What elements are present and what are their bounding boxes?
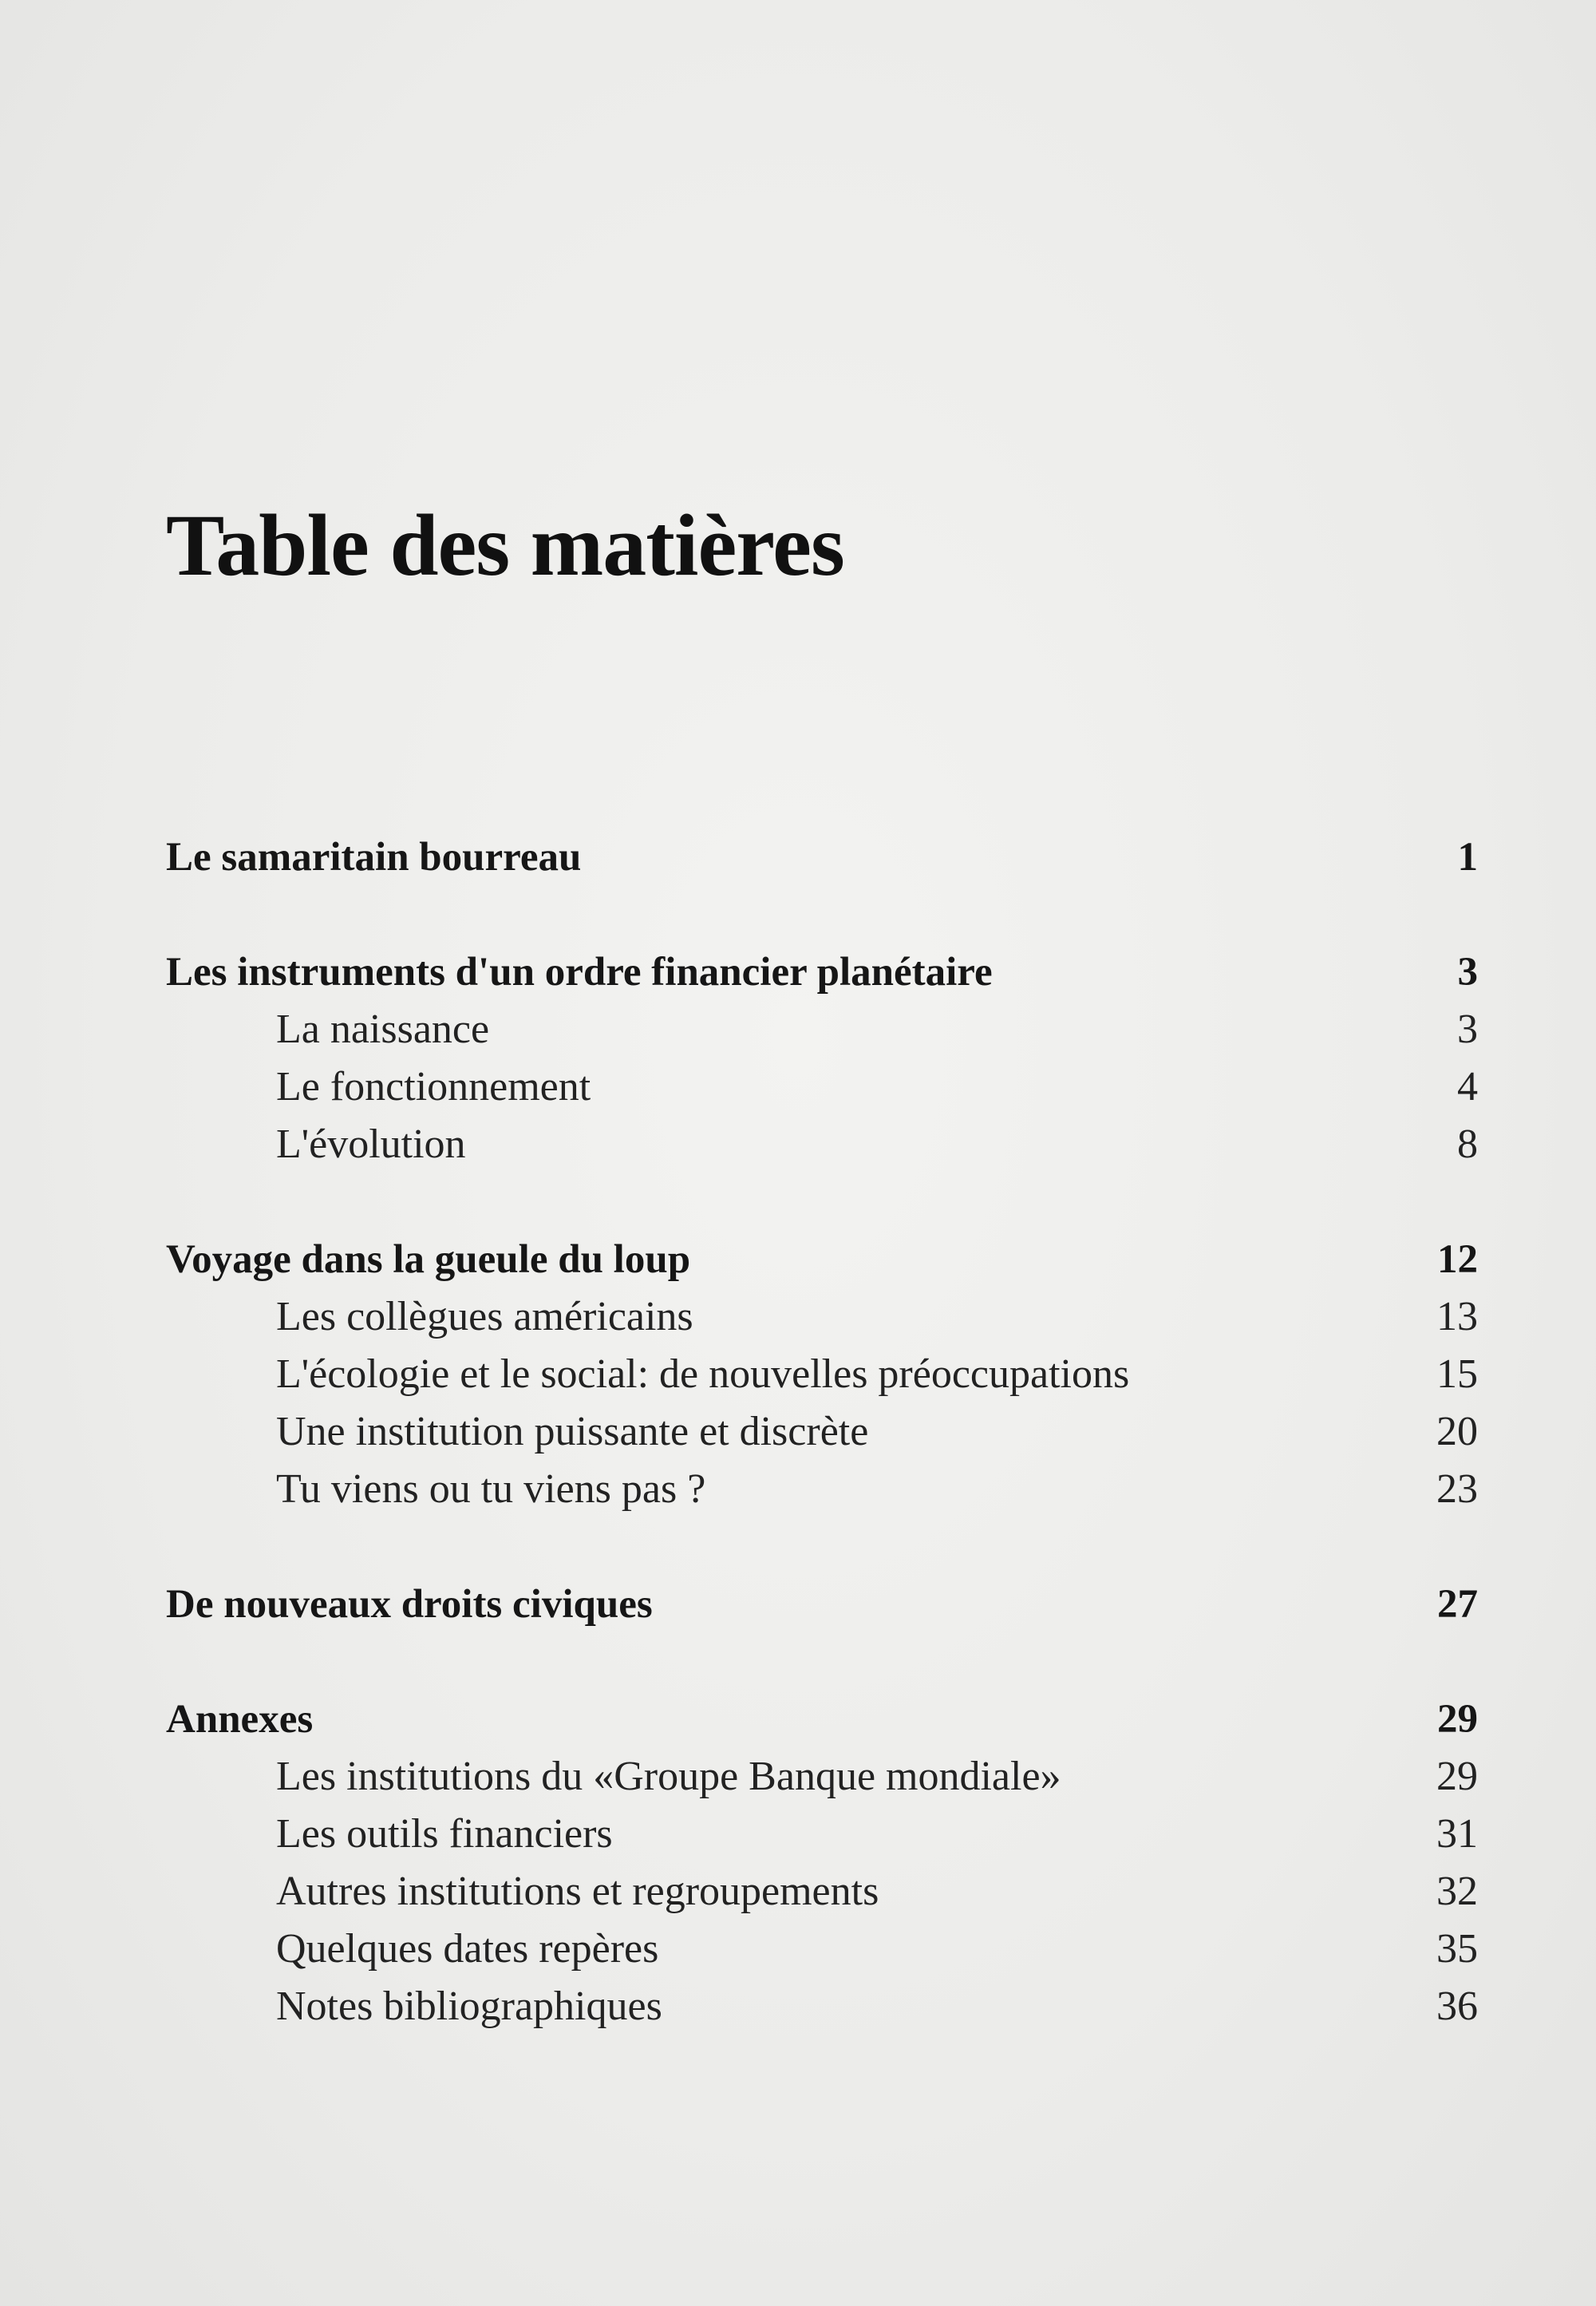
toc-entry bbox=[166, 1806, 1478, 1863]
toc-chapter bbox=[166, 1691, 1478, 1748]
toc-entry bbox=[166, 1116, 1478, 1173]
toc-entry-title: Notes bibliographiques bbox=[276, 1984, 662, 2029]
toc-entry-page: 4 bbox=[1457, 1064, 1478, 1109]
toc-chapter bbox=[166, 829, 1478, 886]
toc-section bbox=[166, 1231, 1478, 1518]
toc-entry-page: 32 bbox=[1436, 1869, 1478, 1914]
toc-entry bbox=[166, 1288, 1478, 1346]
toc-entry bbox=[166, 1058, 1478, 1116]
toc-chapter-page: 27 bbox=[1437, 1582, 1478, 1627]
toc-entry bbox=[166, 1461, 1478, 1518]
toc-entry-title: La naissance bbox=[276, 1007, 490, 1052]
toc-chapter bbox=[166, 943, 1478, 1001]
toc-chapter-title: Voyage dans la gueule du loup bbox=[166, 1237, 691, 1282]
toc-entry-page: 15 bbox=[1436, 1351, 1478, 1397]
toc-entry-title: Quelques dates repères bbox=[276, 1926, 659, 1972]
toc-entry-title: Les collègues américains bbox=[276, 1294, 693, 1339]
toc-chapter-page: 29 bbox=[1437, 1697, 1478, 1742]
table-of-contents bbox=[166, 829, 1478, 2093]
toc-entry-page: 29 bbox=[1436, 1754, 1478, 1799]
toc-entry-page: 23 bbox=[1436, 1466, 1478, 1512]
toc-entry-title: Tu viens ou tu viens pas ? bbox=[276, 1466, 706, 1512]
toc-entry-title: Une institution puissante et discrète bbox=[276, 1409, 869, 1454]
toc-entry-title: Les outils financiers bbox=[276, 1811, 613, 1857]
toc-section bbox=[166, 829, 1478, 886]
toc-chapter-title: Les instruments d'un ordre financier planétaire bbox=[166, 950, 993, 995]
toc-entry-title: L'évolution bbox=[276, 1121, 466, 1167]
toc-entry-page: 3 bbox=[1457, 1007, 1478, 1052]
toc-chapter-title: De nouveaux droits civiques bbox=[166, 1582, 653, 1627]
toc-entry bbox=[166, 1978, 1478, 2035]
toc-chapter-page: 3 bbox=[1457, 950, 1478, 995]
page-title: Table des matières bbox=[166, 496, 844, 594]
toc-entry bbox=[166, 1863, 1478, 1920]
toc-entry-page: 36 bbox=[1436, 1984, 1478, 2029]
toc-section bbox=[166, 1691, 1478, 2035]
toc-chapter-title: Annexes bbox=[166, 1697, 314, 1742]
toc-entry-page: 20 bbox=[1436, 1409, 1478, 1454]
toc-chapter bbox=[166, 1576, 1478, 1633]
toc-entry-title: Les institutions du «Groupe Banque mondiale» bbox=[276, 1754, 1061, 1799]
toc-chapter-page: 1 bbox=[1457, 835, 1478, 880]
toc-entry-title: Le fonctionnement bbox=[276, 1064, 591, 1109]
toc-entry-page: 13 bbox=[1436, 1294, 1478, 1339]
toc-section bbox=[166, 943, 1478, 1173]
toc-chapter bbox=[166, 1231, 1478, 1288]
toc-entry bbox=[166, 1920, 1478, 1978]
toc-entry bbox=[166, 1748, 1478, 1806]
toc-entry bbox=[166, 1001, 1478, 1058]
toc-section bbox=[166, 1576, 1478, 1633]
toc-entry-page: 8 bbox=[1457, 1121, 1478, 1167]
toc-entry-title: L'écologie et le social: de nouvelles préoccupations bbox=[276, 1351, 1130, 1397]
toc-entry-page: 35 bbox=[1436, 1926, 1478, 1972]
toc-entry-title: Autres institutions et regroupements bbox=[276, 1869, 879, 1914]
toc-entry-page: 31 bbox=[1436, 1811, 1478, 1857]
toc-chapter-page: 12 bbox=[1437, 1237, 1478, 1282]
toc-entry bbox=[166, 1346, 1478, 1403]
toc-chapter-title: Le samaritain bourreau bbox=[166, 835, 582, 880]
toc-entry bbox=[166, 1403, 1478, 1461]
